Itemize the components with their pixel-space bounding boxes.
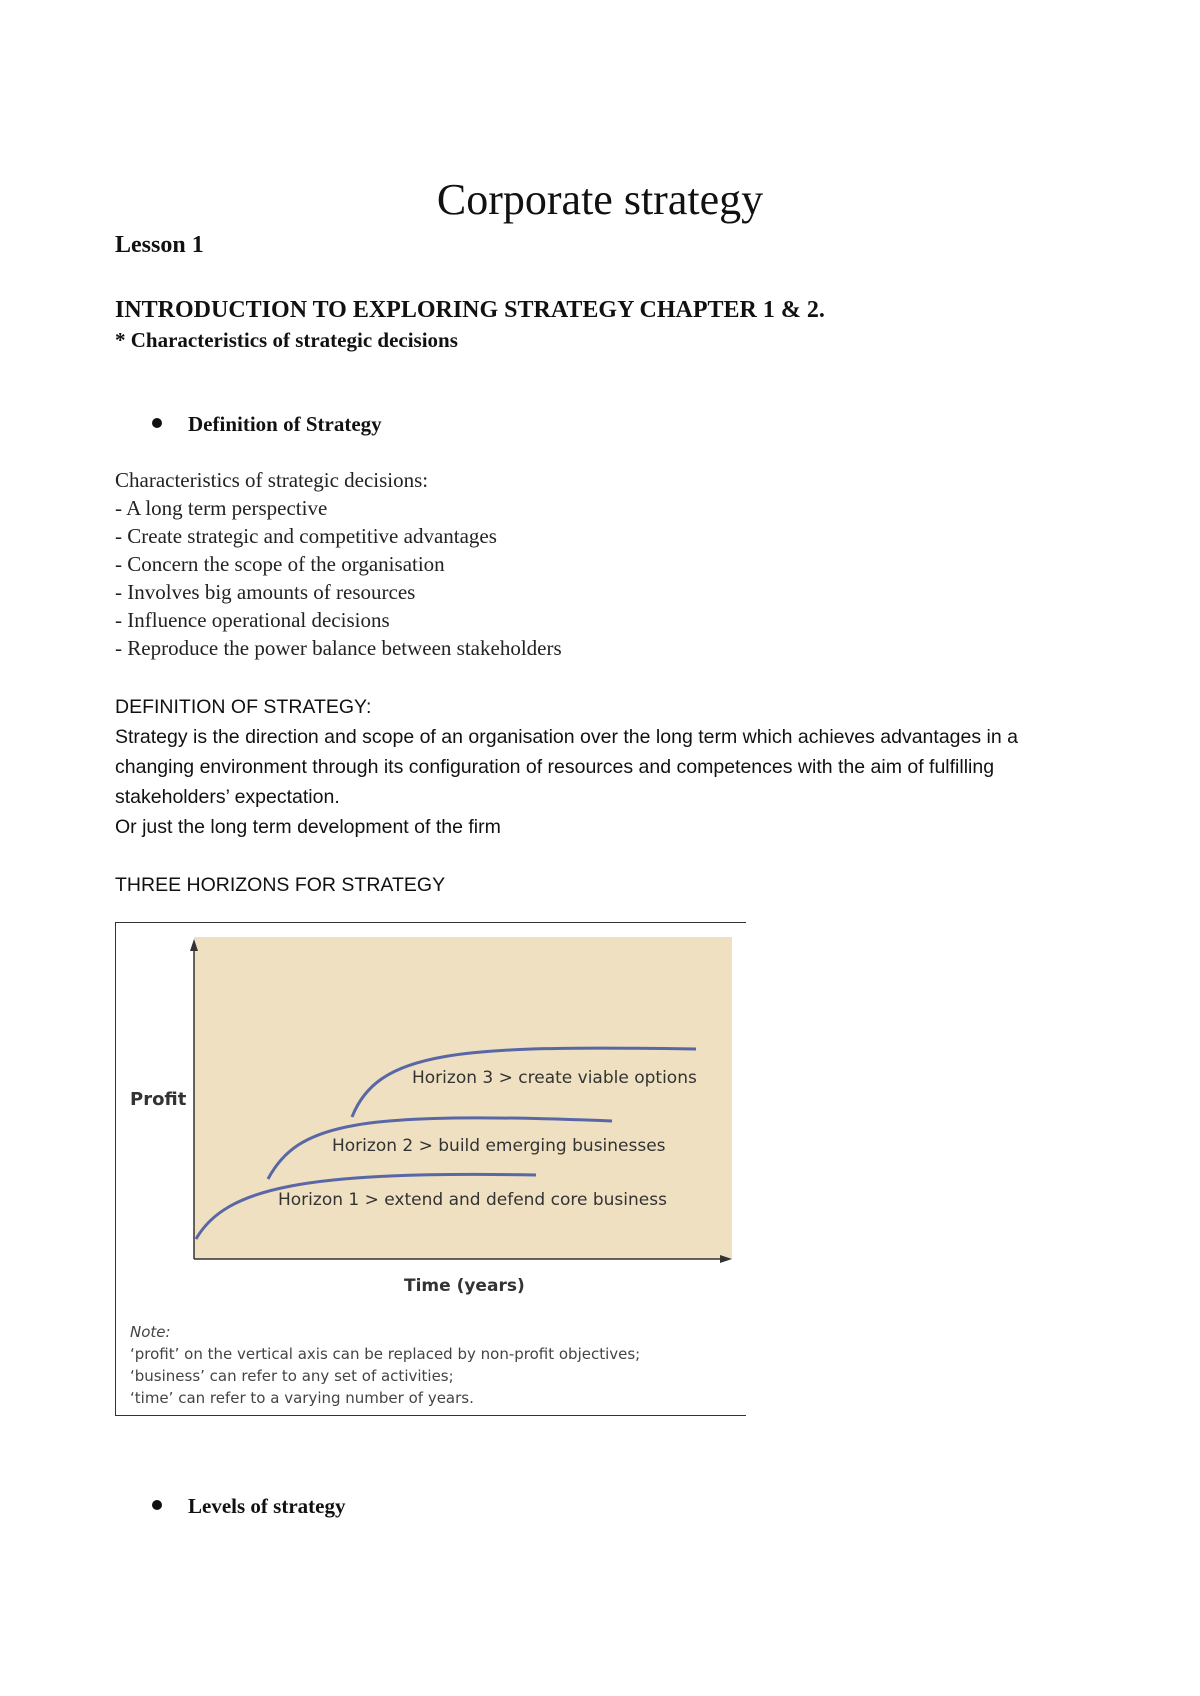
note-title: Note: — [130, 1323, 171, 1341]
list-item: - Influence operational decisions — [115, 608, 390, 632]
horizon-1-label: Horizon 1 > extend and defend core business — [278, 1190, 667, 1210]
chapter-heading: INTRODUCTION TO EXPLORING STRATEGY CHAPTER 1 & 2. — [115, 297, 825, 323]
definition-heading: DEFINITION OF STRATEGY: — [115, 696, 372, 718]
list-item: - Involves big amounts of resources — [115, 580, 416, 604]
y-axis-label: Profit — [130, 1089, 187, 1110]
definition-block — [115, 692, 1075, 842]
characteristics-note: * Characteristics of strategic decisions — [115, 328, 458, 352]
lesson-heading: Lesson 1 — [115, 232, 204, 258]
bullet-dot — [152, 418, 162, 428]
note-line: ‘business’ can refer to any set of activities; — [130, 1367, 454, 1385]
page-title: Corporate strategy — [436, 175, 764, 224]
characteristics-list — [115, 466, 562, 662]
list-item: - Reproduce the power balance between stakeholders — [115, 636, 562, 660]
bullet-dot — [152, 1500, 162, 1510]
definition-alt: Or just the long term development of the firm — [115, 816, 501, 838]
x-axis-label: Time (years) — [404, 1276, 525, 1296]
three-horizons-diagram — [116, 923, 746, 1415]
horizons-heading: THREE HORIZONS FOR STRATEGY — [115, 874, 446, 896]
list-item: - A long term perspective — [115, 496, 328, 520]
note-line: ‘profit’ on the vertical axis can be replaced by non-profit objectives; — [130, 1345, 641, 1363]
chart-panel — [194, 937, 732, 1259]
bullet-definition-of-strategy: Definition of Strategy — [188, 412, 382, 436]
characteristics-intro: Characteristics of strategic decisions: — [115, 468, 429, 492]
horizon-3-label: Horizon 3 > create viable options — [412, 1068, 697, 1088]
list-item: - Create strategic and competitive advantages — [115, 524, 497, 548]
horizon-2-label: Horizon 2 > build emerging businesses — [332, 1136, 666, 1156]
bullet-levels-of-strategy: Levels of strategy — [188, 1494, 346, 1518]
definition-text: Strategy is the direction and scope of an organisation over the long term which achieves advantages in a changing environment through its configuration of resources and competences with the aim of fulfilling stakeholders’ expectation. — [115, 726, 1018, 808]
three-horizons-figure — [115, 922, 746, 1416]
note-line: ‘time’ can refer to a varying number of years. — [130, 1389, 474, 1407]
list-item: - Concern the scope of the organisation — [115, 552, 445, 576]
